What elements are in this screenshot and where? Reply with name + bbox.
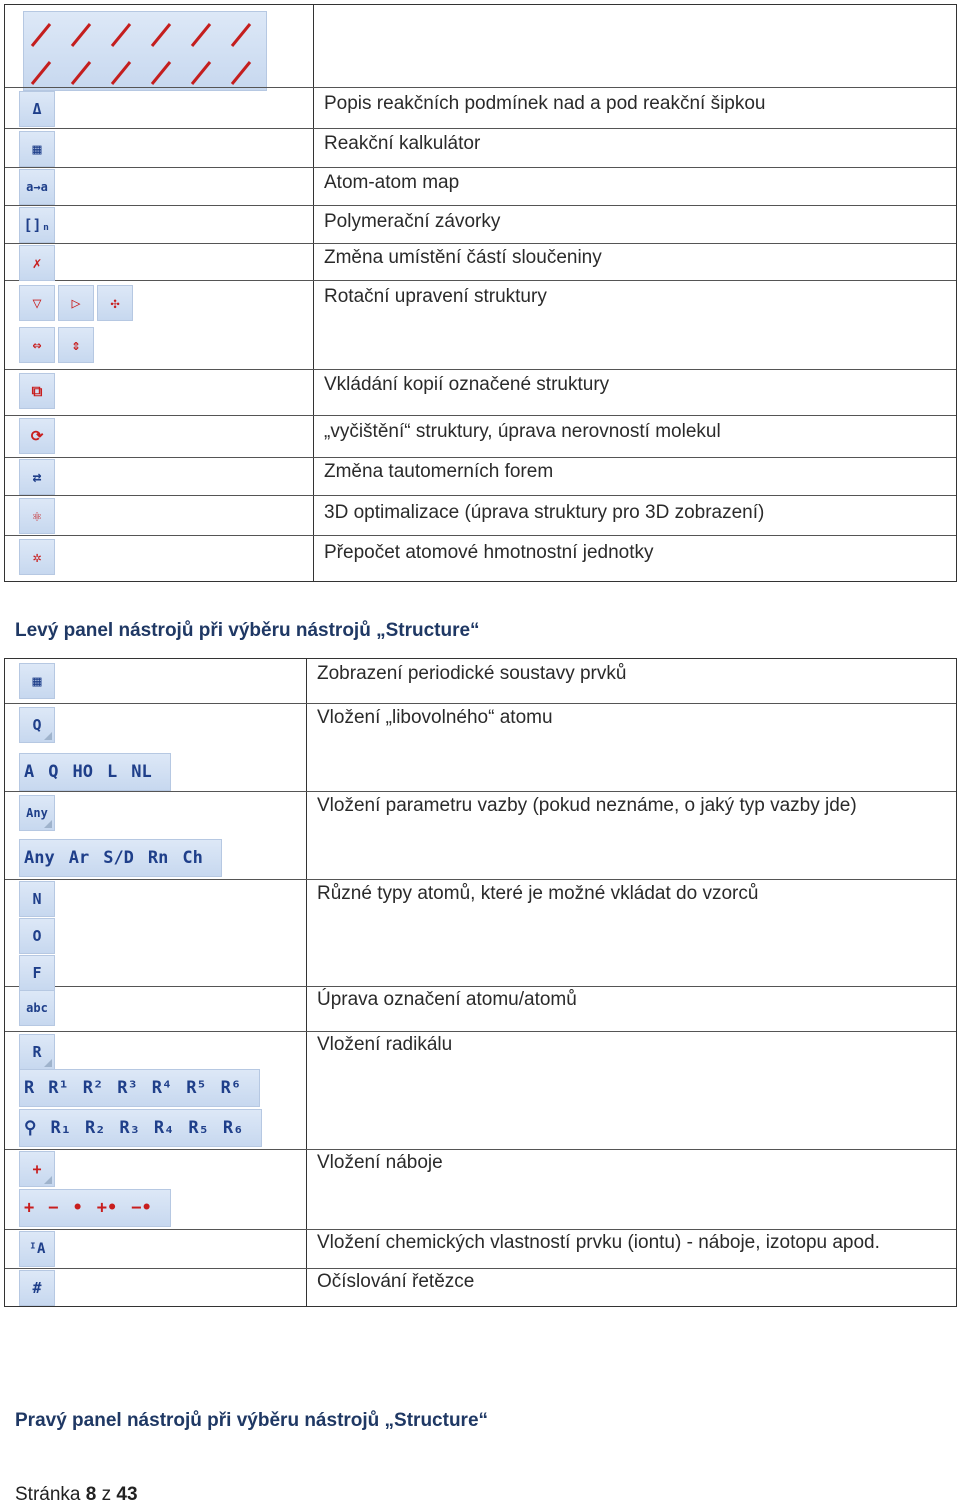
- table-row: [5, 205, 956, 206]
- row-label: Vložení náboje: [317, 1152, 443, 1173]
- table-row: [5, 703, 956, 704]
- flip-vertical-icon[interactable]: ⇕: [58, 327, 94, 363]
- section-heading-left: Levý panel nástrojů při výběru nástrojů „Structure“: [15, 620, 480, 641]
- strip-item[interactable]: Any: [24, 848, 55, 868]
- 3d-optimize-icon[interactable]: ⚛: [19, 498, 55, 534]
- any-atom-label: Q: [32, 716, 42, 734]
- radical-icon[interactable]: [19, 1034, 55, 1070]
- mass-recalc-icon[interactable]: ✲: [19, 539, 55, 575]
- row-label: Vložení chemických vlastností prvku (iontu) - náboje, izotopu apod.: [317, 1232, 880, 1253]
- strip-item[interactable]: HO: [72, 762, 93, 782]
- rotate-icon-3[interactable]: ✣: [97, 285, 133, 321]
- copy-structure-icon[interactable]: ⧉: [19, 373, 55, 409]
- row-label: Polymerační závorky: [324, 211, 501, 232]
- table-row: [5, 1031, 956, 1032]
- footer-total: 43: [116, 1484, 138, 1505]
- table-row: [5, 986, 956, 987]
- row-label: Přepočet atomové hmotnostní jednotky: [324, 542, 654, 563]
- footer-page: 8: [85, 1484, 97, 1505]
- strip-item[interactable]: R₃: [119, 1118, 140, 1138]
- strip-item[interactable]: R¹: [48, 1078, 69, 1098]
- footer-prefix: Stránka: [15, 1484, 81, 1505]
- chemical-properties-icon[interactable]: ᴵA: [19, 1231, 55, 1267]
- strip-item[interactable]: Ch: [182, 848, 203, 868]
- table-row: [5, 495, 956, 496]
- table-row: [5, 369, 956, 370]
- table-row: [5, 243, 956, 244]
- row-label: Úprava označení atomu/atomů: [317, 989, 577, 1010]
- row-label: Změna tautomerních forem: [324, 461, 554, 482]
- table-row: [5, 1268, 956, 1269]
- table-row: [5, 415, 956, 416]
- row-label: Rotační upravení struktury: [324, 286, 547, 307]
- row-label: Vložení „libovolného“ atomu: [317, 707, 553, 728]
- table-row: [5, 1149, 956, 1150]
- strip-item[interactable]: R₂: [84, 1118, 106, 1138]
- row-label: „vyčištění“ struktury, úprava nerovností molekul: [324, 421, 721, 442]
- strip-item[interactable]: R⁶: [220, 1078, 242, 1098]
- row-label: Zobrazení periodické soustavy prvků: [317, 663, 627, 684]
- numbering-label: #: [32, 1279, 42, 1297]
- rotate-icon-2[interactable]: ▷: [58, 285, 94, 321]
- strip-item[interactable]: +: [24, 1198, 35, 1218]
- rotate-icon-1[interactable]: ▽: [19, 285, 55, 321]
- strip-item[interactable]: Rn: [147, 848, 169, 868]
- strip-item[interactable]: R₁: [50, 1118, 71, 1138]
- strip-item[interactable]: S/D: [103, 848, 134, 868]
- section-heading-right: Pravý panel nástrojů při výběru nástrojů „Structure“: [15, 1410, 489, 1431]
- charge-strip[interactable]: [19, 1189, 171, 1227]
- page-footer: [15, 1484, 138, 1506]
- flip-horizontal-icon[interactable]: ⇔: [19, 327, 55, 363]
- bond-query-strip[interactable]: [19, 839, 222, 877]
- table-row: [5, 457, 956, 458]
- charge-label: +: [32, 1160, 42, 1178]
- column-divider: [306, 659, 307, 1306]
- table-row: [5, 879, 956, 880]
- strip-item[interactable]: R₅: [188, 1118, 209, 1138]
- table-row: [5, 1229, 956, 1230]
- label-edit-text: abc: [26, 1001, 48, 1015]
- radical-strip-1[interactable]: [19, 1069, 260, 1107]
- row-label: Reakční kalkulátor: [324, 133, 481, 154]
- table-row: [5, 791, 956, 792]
- polymer-brackets-icon[interactable]: []ₙ: [19, 207, 55, 243]
- table-row: [5, 280, 956, 281]
- strip-item[interactable]: R⁴: [151, 1078, 173, 1098]
- bond-any-label: Any: [26, 806, 48, 820]
- atom-n-label: N: [32, 890, 42, 908]
- row-label: Atom-atom map: [324, 172, 460, 193]
- strip-item[interactable]: Ar: [68, 848, 90, 868]
- row-label: Vkládání kopií označené struktury: [324, 374, 610, 395]
- row-label: Vložení parametru vazby (pokud neznáme, o jaký typ vazby jde): [317, 795, 857, 816]
- row-label: Očíslování řetězce: [317, 1271, 475, 1292]
- strip-item[interactable]: R⁵: [186, 1078, 207, 1098]
- row-label: Vložení radikálu: [317, 1034, 453, 1055]
- footer-sep: z: [101, 1484, 112, 1505]
- numbering-icon[interactable]: [19, 1270, 55, 1306]
- atom-f-label: F: [32, 964, 42, 982]
- radical-strip-2[interactable]: [19, 1109, 262, 1147]
- charge-icon[interactable]: [19, 1151, 55, 1187]
- atom-map-icon[interactable]: a→a: [19, 169, 55, 205]
- strip-item[interactable]: R³: [117, 1078, 138, 1098]
- strip-item[interactable]: •: [72, 1198, 83, 1218]
- arrow-icons: [24, 12, 266, 90]
- strip-item[interactable]: R²: [82, 1078, 104, 1098]
- strip-item[interactable]: NL: [131, 762, 152, 782]
- atom-o-button[interactable]: [19, 918, 55, 954]
- clean-structure-icon[interactable]: ⟳: [19, 418, 55, 454]
- atom-query-strip[interactable]: [19, 753, 171, 791]
- strip-item[interactable]: R₆: [222, 1118, 244, 1138]
- table-row: [5, 535, 956, 536]
- periodic-table-icon[interactable]: ▦: [19, 663, 55, 699]
- row-label: Změna umístění částí sloučeniny: [324, 247, 602, 268]
- strip-item[interactable]: −: [48, 1198, 59, 1218]
- table-row: [5, 167, 956, 168]
- atom-f-button[interactable]: [19, 955, 55, 991]
- any-atom-icon[interactable]: [19, 707, 55, 743]
- strip-item[interactable]: −•: [131, 1198, 152, 1218]
- table-row: [5, 87, 956, 88]
- row-label: Různé typy atomů, které je možné vkládat do vzorců: [317, 883, 759, 904]
- strip-item[interactable]: Q: [48, 762, 59, 782]
- strip-item[interactable]: A: [24, 762, 35, 782]
- row-label: Popis reakčních podmínek nad a pod reakční šipkou: [324, 93, 766, 114]
- row-label: 3D optimalizace (úprava struktury pro 3D zobrazení): [324, 502, 765, 523]
- strip-item[interactable]: R₄: [153, 1118, 175, 1138]
- strip-item[interactable]: +•: [96, 1198, 118, 1218]
- tautomer-icon[interactable]: ⇄: [19, 459, 55, 495]
- key-icon[interactable]: ⚲: [24, 1118, 37, 1138]
- atom-n-button[interactable]: [19, 881, 55, 917]
- bond-any-icon[interactable]: [19, 795, 55, 831]
- arrow-palette[interactable]: [23, 11, 267, 91]
- atom-o-label: O: [32, 927, 42, 945]
- reaction-conditions-icon[interactable]: Δ: [19, 91, 55, 127]
- reaction-calculator-icon[interactable]: ▦: [19, 131, 55, 167]
- radical-label: R: [32, 1043, 42, 1061]
- strip-item[interactable]: R: [24, 1078, 35, 1098]
- table-row: [5, 128, 956, 129]
- strip-item[interactable]: L: [106, 762, 118, 782]
- move-parts-icon[interactable]: ✗: [19, 245, 55, 281]
- tools-table-top: [4, 4, 957, 582]
- tools-table-structure: [4, 658, 957, 1307]
- label-edit-icon[interactable]: [19, 990, 55, 1026]
